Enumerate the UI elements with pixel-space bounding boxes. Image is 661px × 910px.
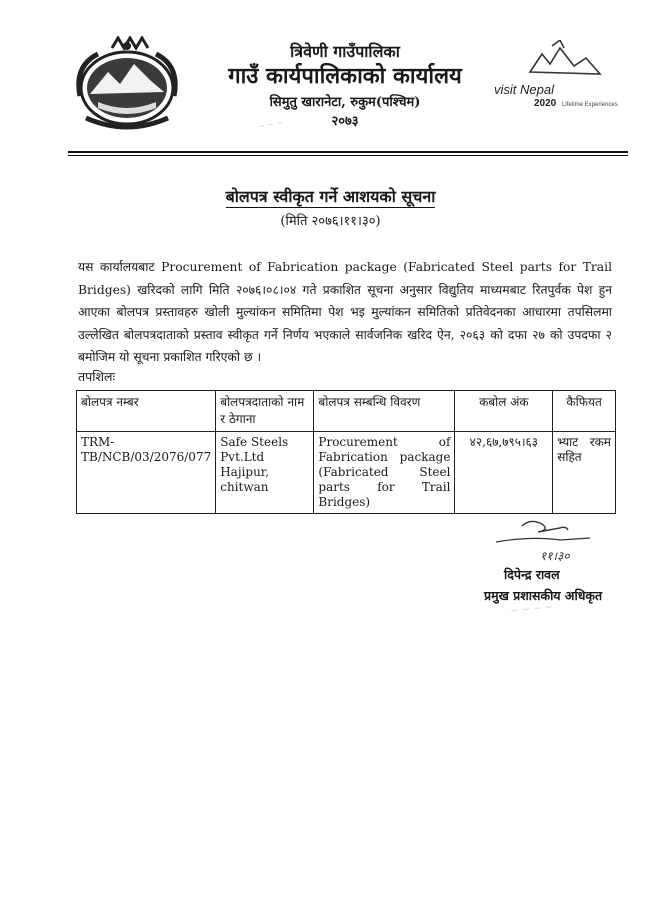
notice-title: बोलपत्र स्वीकृत गर्ने आशयको सूचना [225,187,436,206]
header-rule-thin [68,155,628,156]
establishment-year: २०७३ [331,114,359,129]
visit-nepal-logo-icon [490,40,622,114]
header-bid-number: बोलपत्र नम्बर [77,391,216,432]
municipality-name: त्रिवेणी गाउँपालिका [290,42,400,61]
cell-quoted-amount: ४२,६७,७९५।६३ [455,432,553,514]
header-rule-thick [68,151,628,153]
header-bid-description: बोलपत्र सम्बन्धि विवरण [314,391,455,432]
signatory-name: दिपेन्द्र रावल [504,567,560,582]
cell-bid-description: Procurement of Fabrication package (Fabricated Steel parts for Trail Bridges) [314,432,455,514]
svg-text:११।३०: ११।३० [540,549,570,563]
table-row [77,432,616,514]
faint-stamp-mark: ~ ~ ~ ~ [509,601,554,618]
header-quoted-amount: कबोल अंक [455,391,553,432]
notice-date: (मिति २०७६।११।३०) [280,214,381,229]
faint-stamp-mark: ~ ~ ~ [257,117,284,132]
schedule-label: तपशिलः [78,369,115,384]
cell-bidder-name: Safe Steels Pvt.Ltd Hajipur, chitwan [216,432,314,514]
svg-text:Lifetime Experiences: Lifetime Experiences [562,102,618,108]
notice-body: यस कार्यालयबाट Procurement of Fabrication package (Fabricated Steel parts for Trail Bridges) खरिदको लागि मिति २०७६।०८।०४ गते प्रकाशित सूचना अनुसार विद्युतिय माध्यमबाट रितपुर्वक पेश हुन आएका बोलपत्र प्रस्तावहरु खोली मुल्यांकन समितिमा पेश भइ मुल्यांकन समितिको प्रतिवेदनका आधारमा तपसिलमा उल्लेखित बोलपत्रदाताको प्रस्ताव स्वीकृत गर्ने निर्णय भएकाले सार्वजनिक खरिद ऐन, २०६३ को दफा २७ को उपदफा २ बमोजिम यो सूचना प्रकाशित गरिएको छ । [78,260,612,365]
table-header-row [77,391,616,432]
office-address: सिमुतु खारानेटा, रुकुम(पश्चिम) [269,95,421,110]
cell-remarks: भ्याट रकम सहित [553,432,616,514]
svg-text:2020: 2020 [534,98,557,109]
svg-text:visit Nepal: visit Nepal [494,82,554,97]
nepal-emblem-icon [68,36,186,134]
office-name: गाउँ कार्यपालिकाको कार्यालय [228,63,462,89]
tender-table [76,390,616,514]
signature-icon [490,518,610,570]
header-remarks: कैफियत [553,391,616,432]
cell-bid-number: TRM-TB/NCB/03/2076/077 [77,432,216,514]
header-bidder-name: बोलपत्रदाताको नाम र ठेगाना [216,391,314,432]
signatory-title: प्रमुख प्रशासकीय अधिकृत [484,588,603,603]
